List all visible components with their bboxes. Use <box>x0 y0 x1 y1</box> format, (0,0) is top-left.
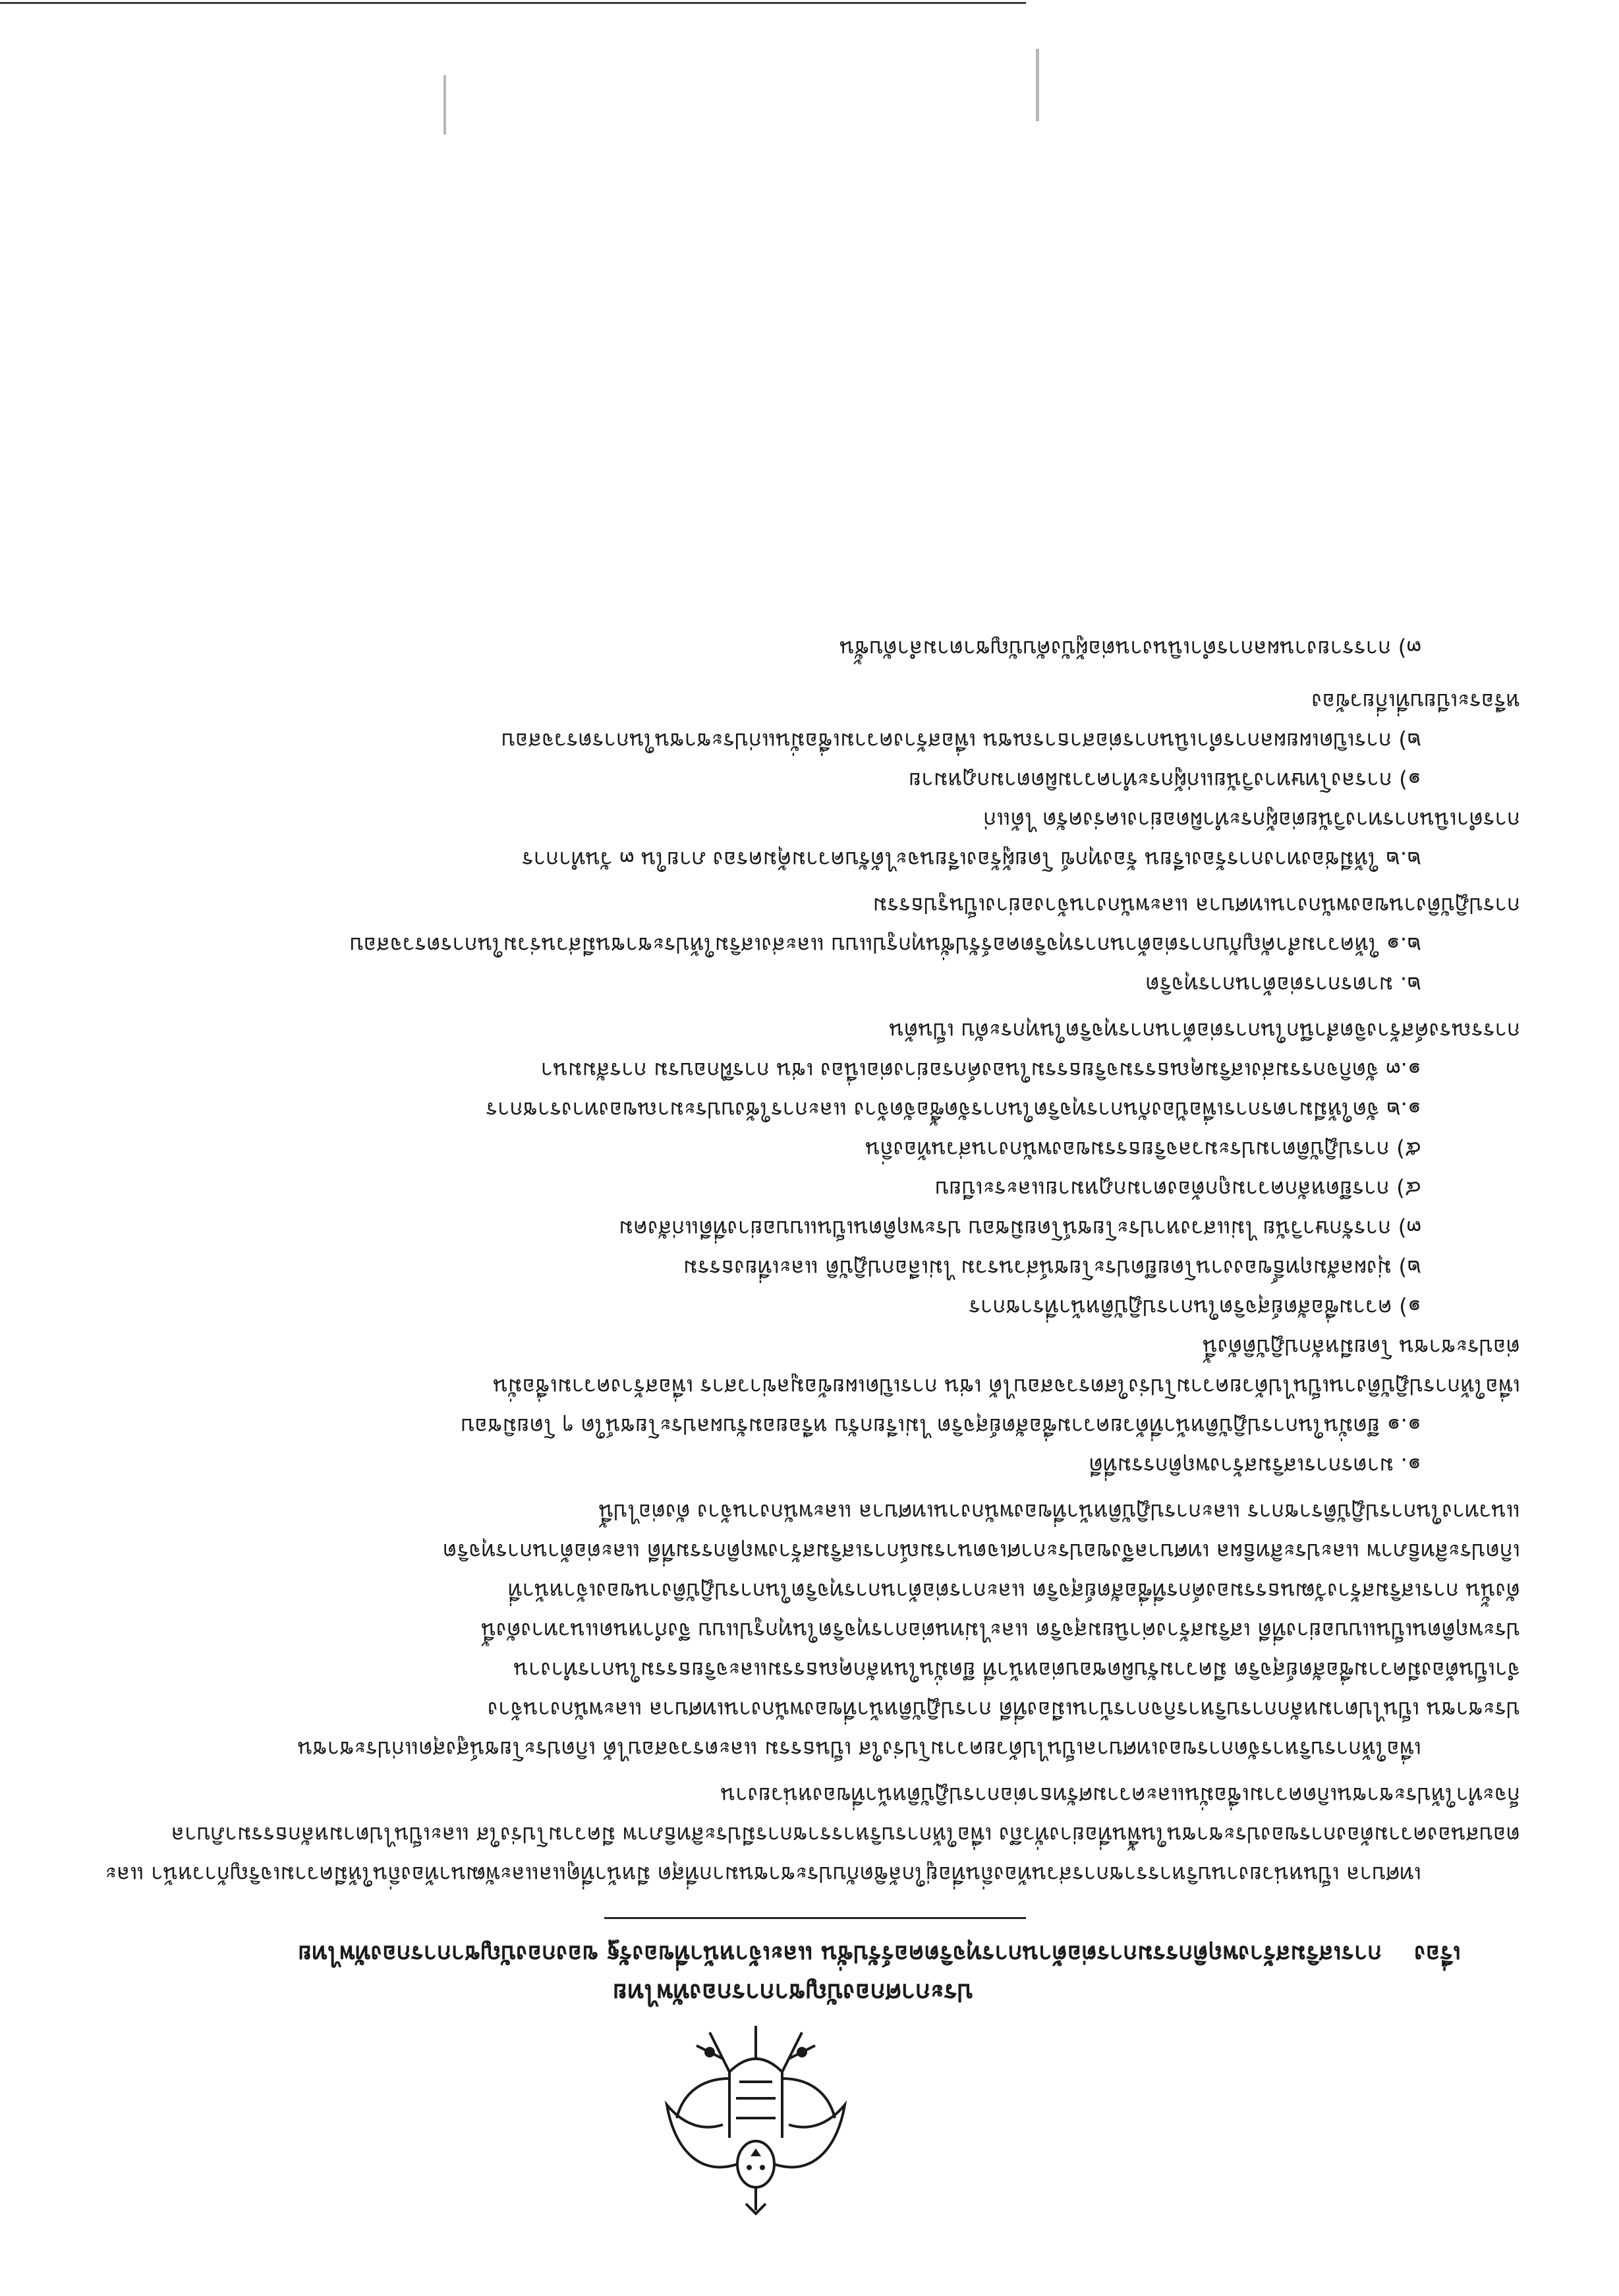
paragraph-line: แนวทางในการปฏิบัติราชการ และการปฏิบัติหน้าที่ของพนักงานเทศบาล และพนักงานจ้าง ดังต่อไปนี้ <box>598 1499 1520 1525</box>
scan-speck <box>443 75 446 134</box>
list-item: ๒.๑ ให้ความสำคัญกับการต่อต้านการทุจริตคอร์รัปชั่นทุกรูปแบบ และส่งเสริมให้ประชาชนมีส่วนร่วมในการตรวจสอบ <box>349 933 1421 958</box>
numbered-item: ๑) การลงโทษทางวินัยแก่ผู้กระทำความผิดตามกฎหมาย <box>908 768 1421 793</box>
list-item: การปฏิบัติงานของพนักงานเทศบาล และพนักงานจ้างอย่างเป็นรูปธรรม <box>872 893 1520 919</box>
numbered-item: ๔) การยึดหลักความถูกต้องตามกฎหมายและระเบียบ <box>935 1176 1421 1202</box>
title-divider <box>604 1917 1026 1919</box>
paragraph-line: จำเป็นต้องมีความซื่อสัตย์สุจริต มีความรับผิดชอบต่อหน้าที่ ยึดมั่นในหลักคุณธรรมและจริยธรรมในการทำงาน <box>513 1657 1520 1683</box>
list-item: การรณรงค์สร้างจิตสำนึกในการต่อต้านการทุจริตในทุกระดับ เป็นต้น <box>889 1018 1520 1044</box>
paragraph-line: เทศบาล เป็นหน่วยงานบริหารราชการส่วนท้องถิ่นที่อยู่ใกล้ชิดกับประชาชนมากที่สุด มีหน้าที่ดูแลและพัฒนาท้องถิ่นให้มีความเจริญก้าวหน้า และ <box>105 1862 1421 1887</box>
scan-edge-line <box>0 2 1026 4</box>
paragraph-line: ตอบสนองความต้องการของประชาชนในพื้นที่อย่างทั่วถึง เพื่อให้การบริหารราชการมีประสิทธิภาพ มีความโปร่งใส และเป็นไปตามหลักธรรมาภิบาล <box>171 1822 1520 1848</box>
numbered-item: ๕) การปฏิบัติตามประมวลจริยธรรมของพนักงานส่วนท้องถิ่น <box>865 1137 1421 1162</box>
list-item: การดำเนินการทางวินัยต่อผู้กระทำผิดอย่างเคร่งครัด ได้แก่ <box>983 807 1520 833</box>
numbered-item: ๓) การรายงานผลการดำเนินงานต่อผู้บังคับบัญชาตามลำดับชั้น <box>839 636 1421 662</box>
list-item: ๒.๒ ให้มีช่องทางการร้องเรียน ร้องทุกข์ โดยผู้ร้องเรียนจะได้รับความคุ้มครอง ภายใน ๓ วันทำการ <box>521 847 1421 873</box>
document-title: ประกาศกองบัญชาการกองทัพไทย <box>612 1978 973 2007</box>
subject-label: เรื่อง <box>1414 1940 1461 1967</box>
list-item: ๑.๓ จัดกิจกรรมส่งเสริมคุณธรรมจริยธรรมในองค์กรอย่างต่อเนื่อง เช่น การฝึกอบรม การสัมมนา <box>540 1058 1421 1083</box>
list-item: ๑.๑ ยึดมั่นในการปฏิบัติหน้าที่ด้วยความซื่อสัตย์สุจริต ไม่เรียกรับ หรือยอมรับผลประโยชน์ใด ๆ โดยมิชอบ <box>461 1414 1421 1439</box>
garuda-emblem-icon <box>657 2019 855 2217</box>
paragraph-line: เกิดประสิทธิภาพ และประสิทธิผล เทศบาลจึงขอประกาศเจตนารมณ์การเสริมสร้างพฤติกรรมที่ดี และต่อต้านการทุจริต <box>442 1539 1520 1564</box>
scan-speck <box>1036 49 1039 121</box>
list-item: เพื่อให้การปฏิบัติงานเป็นไปด้วยความโปร่งใสตรวจสอบได้ เช่น การเปิดเผยข้อมูลข่าวสาร เพื่อสร้างความเชื่อมั่น <box>493 1374 1520 1400</box>
paragraph-line: ก็จะทำให้ประชาชนเกิดความเชื่อมั่นและความศรัทธาต่อการปฏิบัติหน้าที่ของหน่วยงาน <box>720 1783 1520 1808</box>
list-item: ต่อประชาชน โดยมีหลักปฏิบัติดังนี้ <box>1203 1335 1520 1360</box>
paragraph-line: ประชาชน เป็นไปตามหลักการบริหารกิจการบ้านเมืองที่ดี การปฏิบัติหน้าที่ของพนักงานเทศบาล และพนักงานจ้าง <box>487 1697 1520 1723</box>
numbered-item: ๒) มุ่งผลสัมฤทธิ์ของงานโดยยึดประโยชน์ส่วนรวม ไม่เลือกปฏิบัติ และเที่ยงธรรม <box>683 1255 1421 1281</box>
paragraph-line: ประพฤติตนเป็นแบบอย่างที่ดี เสริมสร้างค่านิยมสุจริต และไม่ทนต่อการทุจริตในทุกรูปแบบ จึงกำหนดแนวทางดังนี้ <box>481 1618 1520 1644</box>
section-heading: ๒. มาตรการต่อต้านการทุจริต <box>1145 972 1421 998</box>
document-subject: การเสริมสร้างพฤติกรรมการต่อต้านการทุจริตคอร์รัปชั่น และเจ้าหน้าที่ของรัฐ ของกองบัญชาการกองทัพไทย <box>298 1940 1382 1967</box>
section-heading: ๑. มาตรการเสริมสร้างพฤติกรรมที่ดี <box>1089 1453 1421 1479</box>
paragraph-line: ดังนั้น การเสริมสร้างวัฒนธรรมองค์กรที่ซื่อสัตย์สุจริต และการต่อต้านการทุจริตในการปฏิบัติงานของเจ้าหน้าที่ <box>507 1578 1520 1604</box>
list-item: ๑.๒ จัดให้มีมาตรการเพื่อป้องกันการทุจริตในการจัดซื้อจัดจ้าง และการใช้งบประมาณของทางราชการ <box>486 1097 1421 1123</box>
paragraph-line: เพื่อให้การบริหารจัดการของเทศบาลเป็นไปด้วยความโปร่งใส เป็นธรรม และตรวจสอบได้ เกิดประโยชน์สูงสุดแก่ประชาชน <box>297 1736 1421 1762</box>
numbered-item: หรือระเบียบที่เกี่ยวข้อง <box>1311 689 1520 714</box>
numbered-item: ๒) การเปิดเผยผลการดำเนินการต่อสาธารณชน เพื่อสร้างความเชื่อมั่นแก่ประชาชนในการตรวจสอบ <box>501 728 1421 754</box>
numbered-item: ๓) การรักษาวินัย ไม่แสวงหาประโยชน์โดยมิชอบ ประพฤติตนเป็นแบบอย่างที่ดีแก่สังคม <box>619 1216 1421 1242</box>
numbered-item: ๑) ความซื่อสัตย์สุจริตในการปฏิบัติหน้าที่ราชการ <box>969 1295 1421 1321</box>
